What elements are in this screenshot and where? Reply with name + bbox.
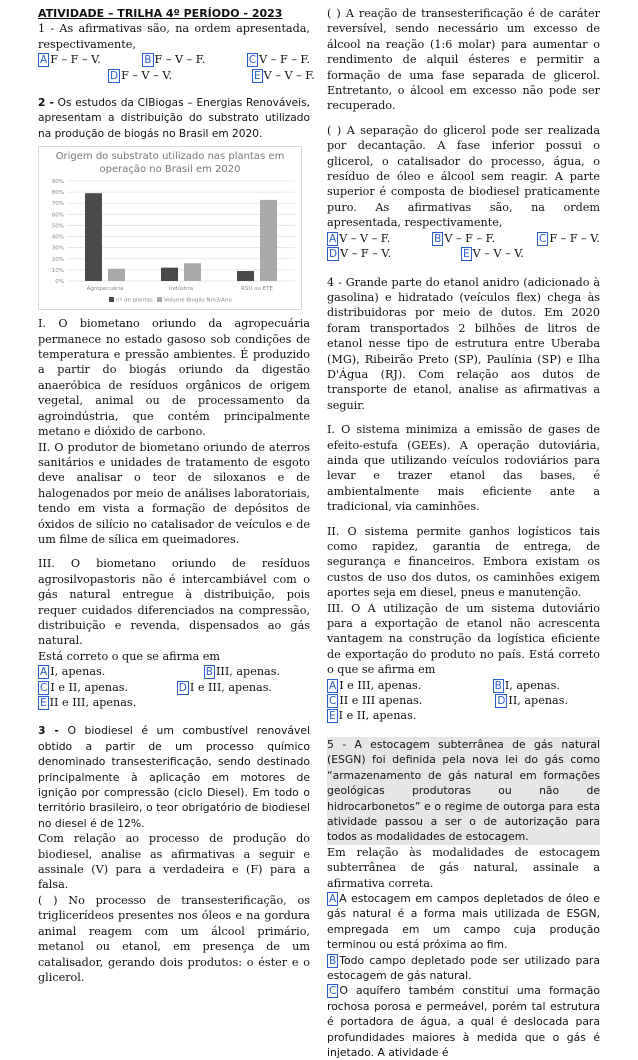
q1-option-b[interactable]: B F – V – F.	[144, 53, 206, 67]
bar-volume	[184, 263, 201, 281]
q4-option-b[interactable]: B I, apenas.	[494, 678, 560, 692]
q2-option-a[interactable]: A I, apenas.	[40, 665, 106, 679]
q3-options-row2	[327, 246, 600, 261]
q1-option-c[interactable]: C V – F – F.	[248, 53, 310, 67]
y-tick-label: 50%	[51, 223, 64, 230]
y-tick-label: 80%	[51, 190, 64, 197]
option-letter[interactable]: D	[110, 69, 119, 82]
q5-question: Em relação às modalidades de estocagem subterrânea de gás natural, assinale a afirmativa correta.	[327, 845, 600, 890]
option-letter[interactable]: B	[434, 232, 442, 245]
option-letter[interactable]: B	[329, 954, 337, 967]
option-letter[interactable]: C	[329, 695, 337, 708]
q3-statement-1: ( ) No processo de transesterificação, os triglicerídeos presentes nos óleos e na gordura animal reagem com um álcool primário, metanol ou etanol, em presença de um catalisador, gerando dois produtos: o éster e o glicerol.	[38, 893, 310, 984]
q4-item-3: III. O A utilização de um sistema dutoviário para a exportação de etanol não acrescenta vantagem na construção da logística eficiente de exportação do produto no país. Está correto o que se afirma em	[327, 601, 600, 677]
x-tick-label: Agropecuária	[86, 286, 124, 293]
option-letter[interactable]: B	[494, 679, 502, 692]
option-letter[interactable]: D	[329, 248, 338, 261]
option-letter[interactable]: E	[40, 697, 47, 709]
option-letter[interactable]: C	[40, 681, 48, 694]
q2-text: 2 - Os estudos da CIBiogas – Energias Renováveis, apresentam a distribuição do substrato utilizado na produção de biogás no Brasil em 2020.	[38, 97, 310, 140]
x-tick-label: Indústria	[168, 286, 194, 293]
legend-label: Volume Biogás Nm3/Ano	[164, 297, 232, 304]
q2-option-b[interactable]: B III, apenas.	[205, 665, 280, 679]
left-column	[38, 6, 315, 985]
q4-options-row1	[327, 678, 600, 693]
q1-option-a[interactable]: A F – F – V.	[40, 53, 101, 67]
page-title: ATIVIDADE – TRILHA 4º PERÍODO - 2023	[38, 7, 283, 20]
x-tick-label: RSU ou ETE	[241, 286, 273, 293]
q4-options-row3	[327, 708, 600, 723]
q1-option-d[interactable]: D F – V – V.	[110, 68, 173, 82]
bar-volume	[260, 200, 277, 281]
q5-option-c[interactable]: C O aquífero também constitui uma formação rochosa porosa e permeável, porém tal estrutura é portadora de água, a qual é deslocada para profundidades maiores à medida que o gás é injetado. A atividade é	[327, 984, 600, 1059]
q2-item-2: II. O produtor de biometano oriundo de aterros sanitários e unidades de tratamento de esgoto deve analisar o teor de siloxanos e de halogenados por meio de análises laboratoriais, tendo em vista a formação de depósitos de óxidos de silício no catalisador de veículos e de um filme de sílica em queimadores.	[38, 440, 310, 546]
y-tick-label: 30%	[51, 245, 64, 252]
q4-option-a[interactable]: A I e III, apenas.	[329, 678, 422, 692]
q3-option-e[interactable]: E V – V – V.	[463, 247, 524, 261]
q3-option-a[interactable]: A V – V – F.	[329, 231, 391, 245]
q3-text: 3 - O biodiesel é um combustível renovável obtido a partir de um processo químico denominado transesterificação, sendo destinado principalmente à aplicação em motores de ignição por compressão (ciclo Diesel). Em todo o território brasileiro, o teor obrigatório de biodiesel no diesel é de 12%.	[38, 724, 310, 830]
option-letter[interactable]: B	[144, 54, 152, 67]
q3-options-row1	[327, 231, 600, 246]
y-tick-label: 90%	[51, 179, 64, 186]
option-letter[interactable]: A	[329, 679, 337, 692]
y-tick-label: 60%	[51, 212, 64, 219]
q2-question: Está correto o que se afirma em	[38, 649, 221, 663]
option-letter[interactable]: A	[40, 54, 48, 67]
q5-text: 5 - A estocagem subterrânea de gás natural (ESGN) foi definida pela nova lei do gás como “armazenamento de gás natural em formações geológicas produtoras ou não de hidrocarbonetos” e o regime de outorga para esta atividade passou a ser o de autorização para todos as modalidades de estocagem.	[327, 737, 600, 844]
option-letter[interactable]: D	[497, 695, 506, 708]
legend-swatch	[109, 297, 114, 302]
q2-option-c[interactable]: C I e II, apenas.	[40, 680, 129, 694]
biogas-chart	[38, 146, 302, 310]
y-tick-label: 70%	[51, 201, 64, 208]
q3-option-b[interactable]: B V – F – F.	[434, 231, 496, 245]
q1-options-row2	[38, 68, 315, 83]
option-letter[interactable]: E	[329, 710, 336, 723]
chart-title: Origem do substrato utilizado nas plantas em operação no Brasil em 2020	[55, 151, 285, 176]
q2-option-e[interactable]: E II e III, apenas.	[40, 696, 137, 709]
q4-option-d[interactable]: D II, apenas.	[497, 694, 568, 708]
q1-option-e[interactable]: E V – V – F.	[254, 68, 315, 82]
y-tick-label: 10%	[51, 268, 64, 275]
y-tick-label: 0%	[55, 279, 64, 286]
q2-item-1: I. O biometano oriundo da agropecuária permanece no estado gasoso sob condições de temperatura e pressão ambientes. É produzido a partir do biogás oriundo da digestão anaeróbica de resíduos orgânicos de origem vegetal, animal ou de processamento da agroindústria, que contém principalmente metano e dióxido de carbono.	[38, 317, 310, 439]
option-letter[interactable]: A	[329, 892, 337, 905]
q2-options-row1	[38, 664, 310, 679]
q4-option-e[interactable]: E I e II, apenas.	[329, 709, 417, 723]
q4-text: 4 - Grande parte do etanol anidro (adicionado à gasolina) e hidratado (veículos flex) chega às distribuidoras por meio de dutos. Em 2020 foram transportados 2 bilhões de litros de etanol nesse tipo de estrutura entre Uberaba (MG), Ribeirão Preto (SP), Paulínia (SP) e Ilha D'Água (RJ). Com relação aos dutos de transporte de etanol, analise as afirmativas a seguir.	[327, 275, 600, 412]
option-letter[interactable]: C	[329, 985, 337, 998]
q4-option-c[interactable]: C II e III apenas.	[329, 694, 423, 708]
option-letter[interactable]: A	[329, 232, 337, 245]
option-letter[interactable]: E	[463, 248, 470, 261]
option-letter[interactable]: B	[205, 666, 213, 679]
option-letter[interactable]: C	[248, 54, 257, 67]
legend-swatch	[157, 297, 162, 302]
q2-option-d[interactable]: D I e III, apenas.	[178, 680, 272, 694]
q3-option-c[interactable]: C F – F – V.	[539, 231, 600, 245]
q2-item-3: III. O biometano oriundo de resíduos agrosilvopastoris não é intercambiável com o gás natural entregue à distribuição, pois requer cuidados diferenciados na compressão, distribuição e revenda, dispensados ao gás natural.	[38, 557, 310, 648]
q2-options-row3	[38, 695, 310, 710]
q5-option-a[interactable]: A A estocagem em campos depletados de óleo e gás natural é a forma mais utilizada de ESGN, empregada em um campo cuja produção terminou ou está próxima ao fim.	[327, 891, 600, 952]
q3-option-d[interactable]: D V – F – V.	[329, 247, 392, 261]
legend-label: nº de plantas	[116, 297, 153, 304]
y-tick-label: 20%	[51, 257, 64, 264]
q4-options-row2	[327, 693, 600, 708]
q1-text: 1 - As afirmativas são, na ordem apresentada, respectivamente,	[38, 22, 310, 51]
q4-item-2: II. O sistema permite ganhos logísticos tais como rapidez, garantia de entrega, de segurança e financeiros. Embora existam os custos de uso dos dutos, os caminhões exigem aportes seja em diesel, pneus e manutenção.	[327, 524, 600, 600]
q3-instructions: Com relação ao processo de produção do biodiesel, analise as afirmativas a seguir e assinale (V) para a verdadeira e (F) para a falsa.	[38, 832, 310, 892]
q3-statement-2: ( ) A reação de transesterificação é de caráter reversível, sendo necessário um excesso de álcool na reação (1:6 molar) para aumentar o rendimento de alquil ésteres e permitir a formação de uma fase separada de glicerol. Entretanto, o álcool em excesso não pode ser recuperado.	[327, 7, 600, 113]
bar-plants	[85, 193, 102, 281]
option-letter[interactable]: D	[178, 681, 187, 694]
y-tick-label: 40%	[51, 234, 64, 241]
bar-plants	[237, 271, 254, 281]
q4-item-1: I. O sistema minimiza a emissão de gases de efeito-estufa (GEEs). A operação dutoviária, ainda que utilizando veículos rodoviários para levar e trazer etanol das bases, é ambientalmente mais eficiente ante a tradicional, via caminhões.	[327, 423, 600, 514]
option-letter[interactable]: E	[254, 69, 261, 82]
bar-volume	[108, 269, 125, 281]
option-letter[interactable]: A	[40, 666, 48, 679]
q2-options-row2	[38, 680, 310, 695]
option-letter[interactable]: C	[539, 232, 547, 245]
q1-options-row1	[38, 52, 310, 67]
q3-statement-3: ( ) A separação do glicerol pode ser realizada por decantação. A fase inferior possui o glicerol, o catalisador do processo, água, o resíduo de óleo e álcool sem reagir. A parte superior é composta de biodiesel praticamente puro. As afirmativas são, na ordem apresentada, respectivamente,	[327, 123, 600, 230]
bar-plants	[161, 268, 178, 281]
q5-option-b[interactable]: B Todo campo depletado pode ser utilizado para estocagem de gás natural.	[327, 953, 600, 982]
